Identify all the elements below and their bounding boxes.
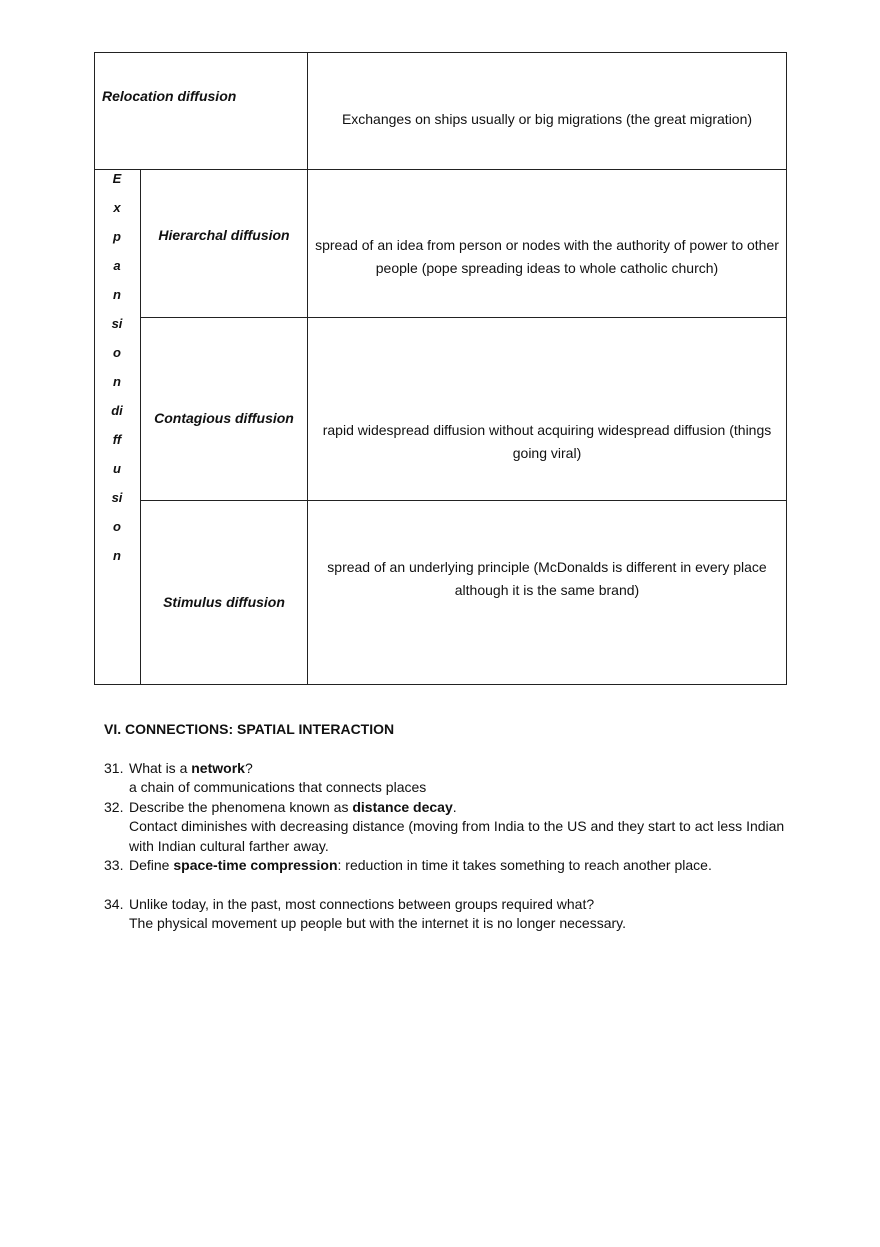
connections-section <box>104 720 794 934</box>
expansion-label-letter: E <box>112 171 122 186</box>
expansion-label-letter: di <box>111 403 123 418</box>
question-text <box>129 759 794 779</box>
relocation-term: Relocation diffusion <box>102 88 237 104</box>
question-key-term: space-time compression <box>173 857 338 873</box>
answer-text: a chain of communications that connects places <box>129 779 427 795</box>
question-number: 31. <box>104 759 124 776</box>
expansion-label-letter: n <box>113 548 121 563</box>
question-text <box>129 895 794 915</box>
contagious-term: Contagious diffusion <box>154 410 294 426</box>
expansion-label-letter: o <box>113 345 121 360</box>
question-item <box>104 759 794 798</box>
question-suffix: . <box>452 798 457 815</box>
question-key-term: network <box>191 759 245 776</box>
expansion-label-letter: ff <box>112 432 122 447</box>
question-number: 33. <box>104 857 124 873</box>
contagious-definition: rapid widespread diffusion without acquiring widespread diffusion (things going viral) <box>322 422 772 461</box>
question-prefix: Unlike today, in the past, most connections between groups required what? <box>129 895 595 912</box>
question-number: 34. <box>104 895 124 912</box>
question-prefix: Define <box>129 857 174 873</box>
expansion-label-letter: n <box>113 287 121 302</box>
question-text <box>129 856 794 876</box>
expansion-label-letter: si <box>111 490 123 505</box>
section-heading: VI. CONNECTIONS: SPATIAL INTERACTION <box>104 721 395 737</box>
expansion-label-letter: n <box>113 374 121 389</box>
expansion-label-letter: a <box>113 258 121 273</box>
expansion-label-letter: u <box>113 461 121 476</box>
question-suffix: : reduction in time it takes something to reach another place. <box>337 857 712 873</box>
expansion-label-letter: o <box>113 519 121 534</box>
question-text <box>129 798 794 818</box>
question-item <box>104 895 794 934</box>
question-key-term: distance decay <box>352 798 453 815</box>
answer-text: The physical movement up people but with the internet it is no longer necessary. <box>129 915 627 931</box>
question-number: 32. <box>104 798 124 815</box>
hierarchal-term: Hierarchal diffusion <box>158 227 290 243</box>
question-suffix: ? <box>244 759 253 776</box>
question-item <box>104 798 794 857</box>
expansion-label-letter: p <box>113 229 121 244</box>
stimulus-definition: spread of an underlying principle (McDonalds is different in every place although it is the same brand) <box>327 559 767 598</box>
hierarchal-definition: spread of an idea from person or nodes with the authority of power to other people (pope spreading ideas to whole catholic church) <box>315 237 779 276</box>
expansion-label-letter: x <box>113 200 121 215</box>
expansion-label-letter: si <box>111 316 123 331</box>
question-prefix: What is a <box>129 759 192 776</box>
question-prefix: Describe the phenomena known as <box>129 798 353 815</box>
stimulus-term: Stimulus diffusion <box>163 594 285 610</box>
question-item <box>104 856 794 876</box>
relocation-definition: Exchanges on ships usually or big migrations (the great migration) <box>341 111 753 127</box>
answer-text: Contact diminishes with decreasing distance (moving from India to the US and they start to act less Indian with Indian cultural farther away. <box>129 818 785 854</box>
